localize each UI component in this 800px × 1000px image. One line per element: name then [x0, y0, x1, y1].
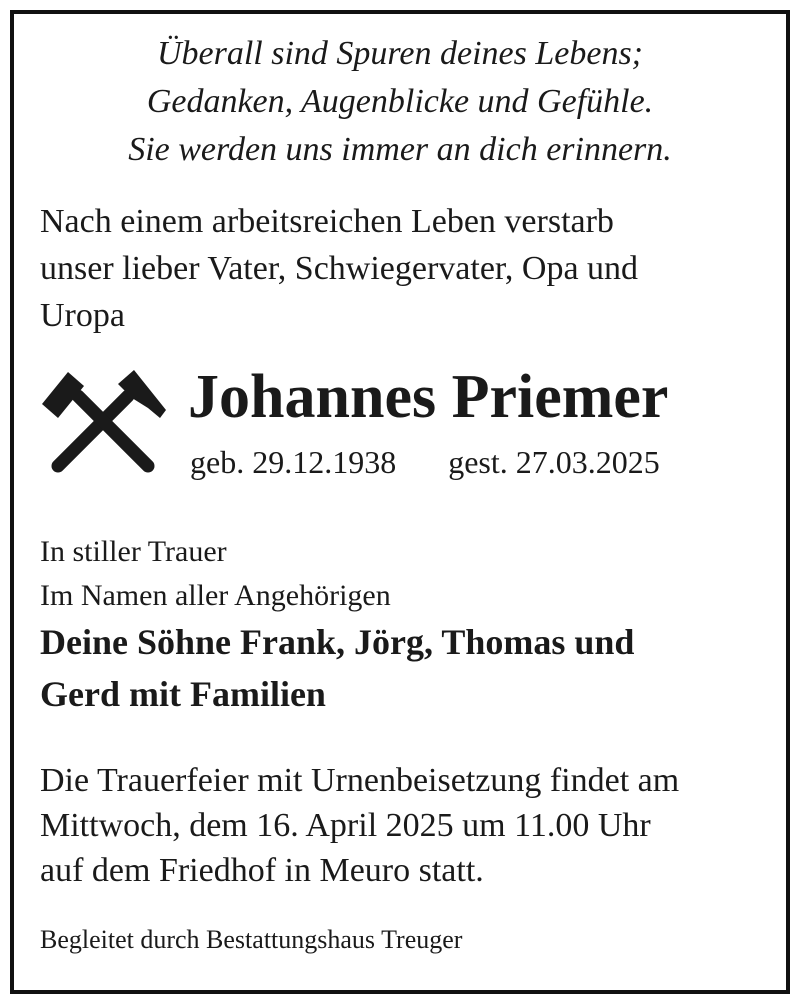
mourning-line: In stiller Trauer [40, 535, 227, 568]
family-line: Gerd mit Familien [40, 674, 326, 714]
mourning-line: Im Namen aller Angehörigen [40, 579, 391, 612]
family-line: Deine Söhne Frank, Jörg, Thomas und [40, 622, 635, 662]
memorial-poem [10, 30, 790, 174]
life-dates [190, 440, 660, 484]
announcement-line: unser lieber Vater, Schwiegervater, Opa und [40, 250, 639, 287]
funeral-line: Die Trauerfeier mit Urnenbeisetzung findet am [40, 762, 680, 799]
funeral-line: Mittwoch, dem 16. April 2025 um 11.00 Uhr [40, 807, 651, 844]
funeral-details [40, 758, 770, 893]
death-date: gest. 27.03.2025 [448, 444, 660, 480]
deceased-name: Johannes Priemer [188, 363, 669, 431]
poem-line: Gedanken, Augenblicke und Gefühle. [146, 83, 654, 120]
funeral-line: auf dem Friedhof in Meuro statt. [40, 852, 484, 889]
birth-date: geb. 29.12.1938 [190, 444, 397, 480]
poem-line: Sie werden uns immer an dich erinnern. [128, 131, 672, 168]
poem-line: Überall sind Spuren deines Lebens; [156, 35, 643, 72]
mourning-note [40, 530, 760, 618]
family-names [40, 616, 760, 720]
announcement-line: Uropa [40, 297, 125, 334]
funeral-home-credit: Begleitet durch Bestattungshaus Treuger [40, 925, 463, 954]
death-announcement [40, 198, 760, 339]
announcement-line: Nach einem arbeitsreichen Leben verstarb [40, 203, 614, 240]
hammer-and-pick-icon [38, 366, 168, 480]
